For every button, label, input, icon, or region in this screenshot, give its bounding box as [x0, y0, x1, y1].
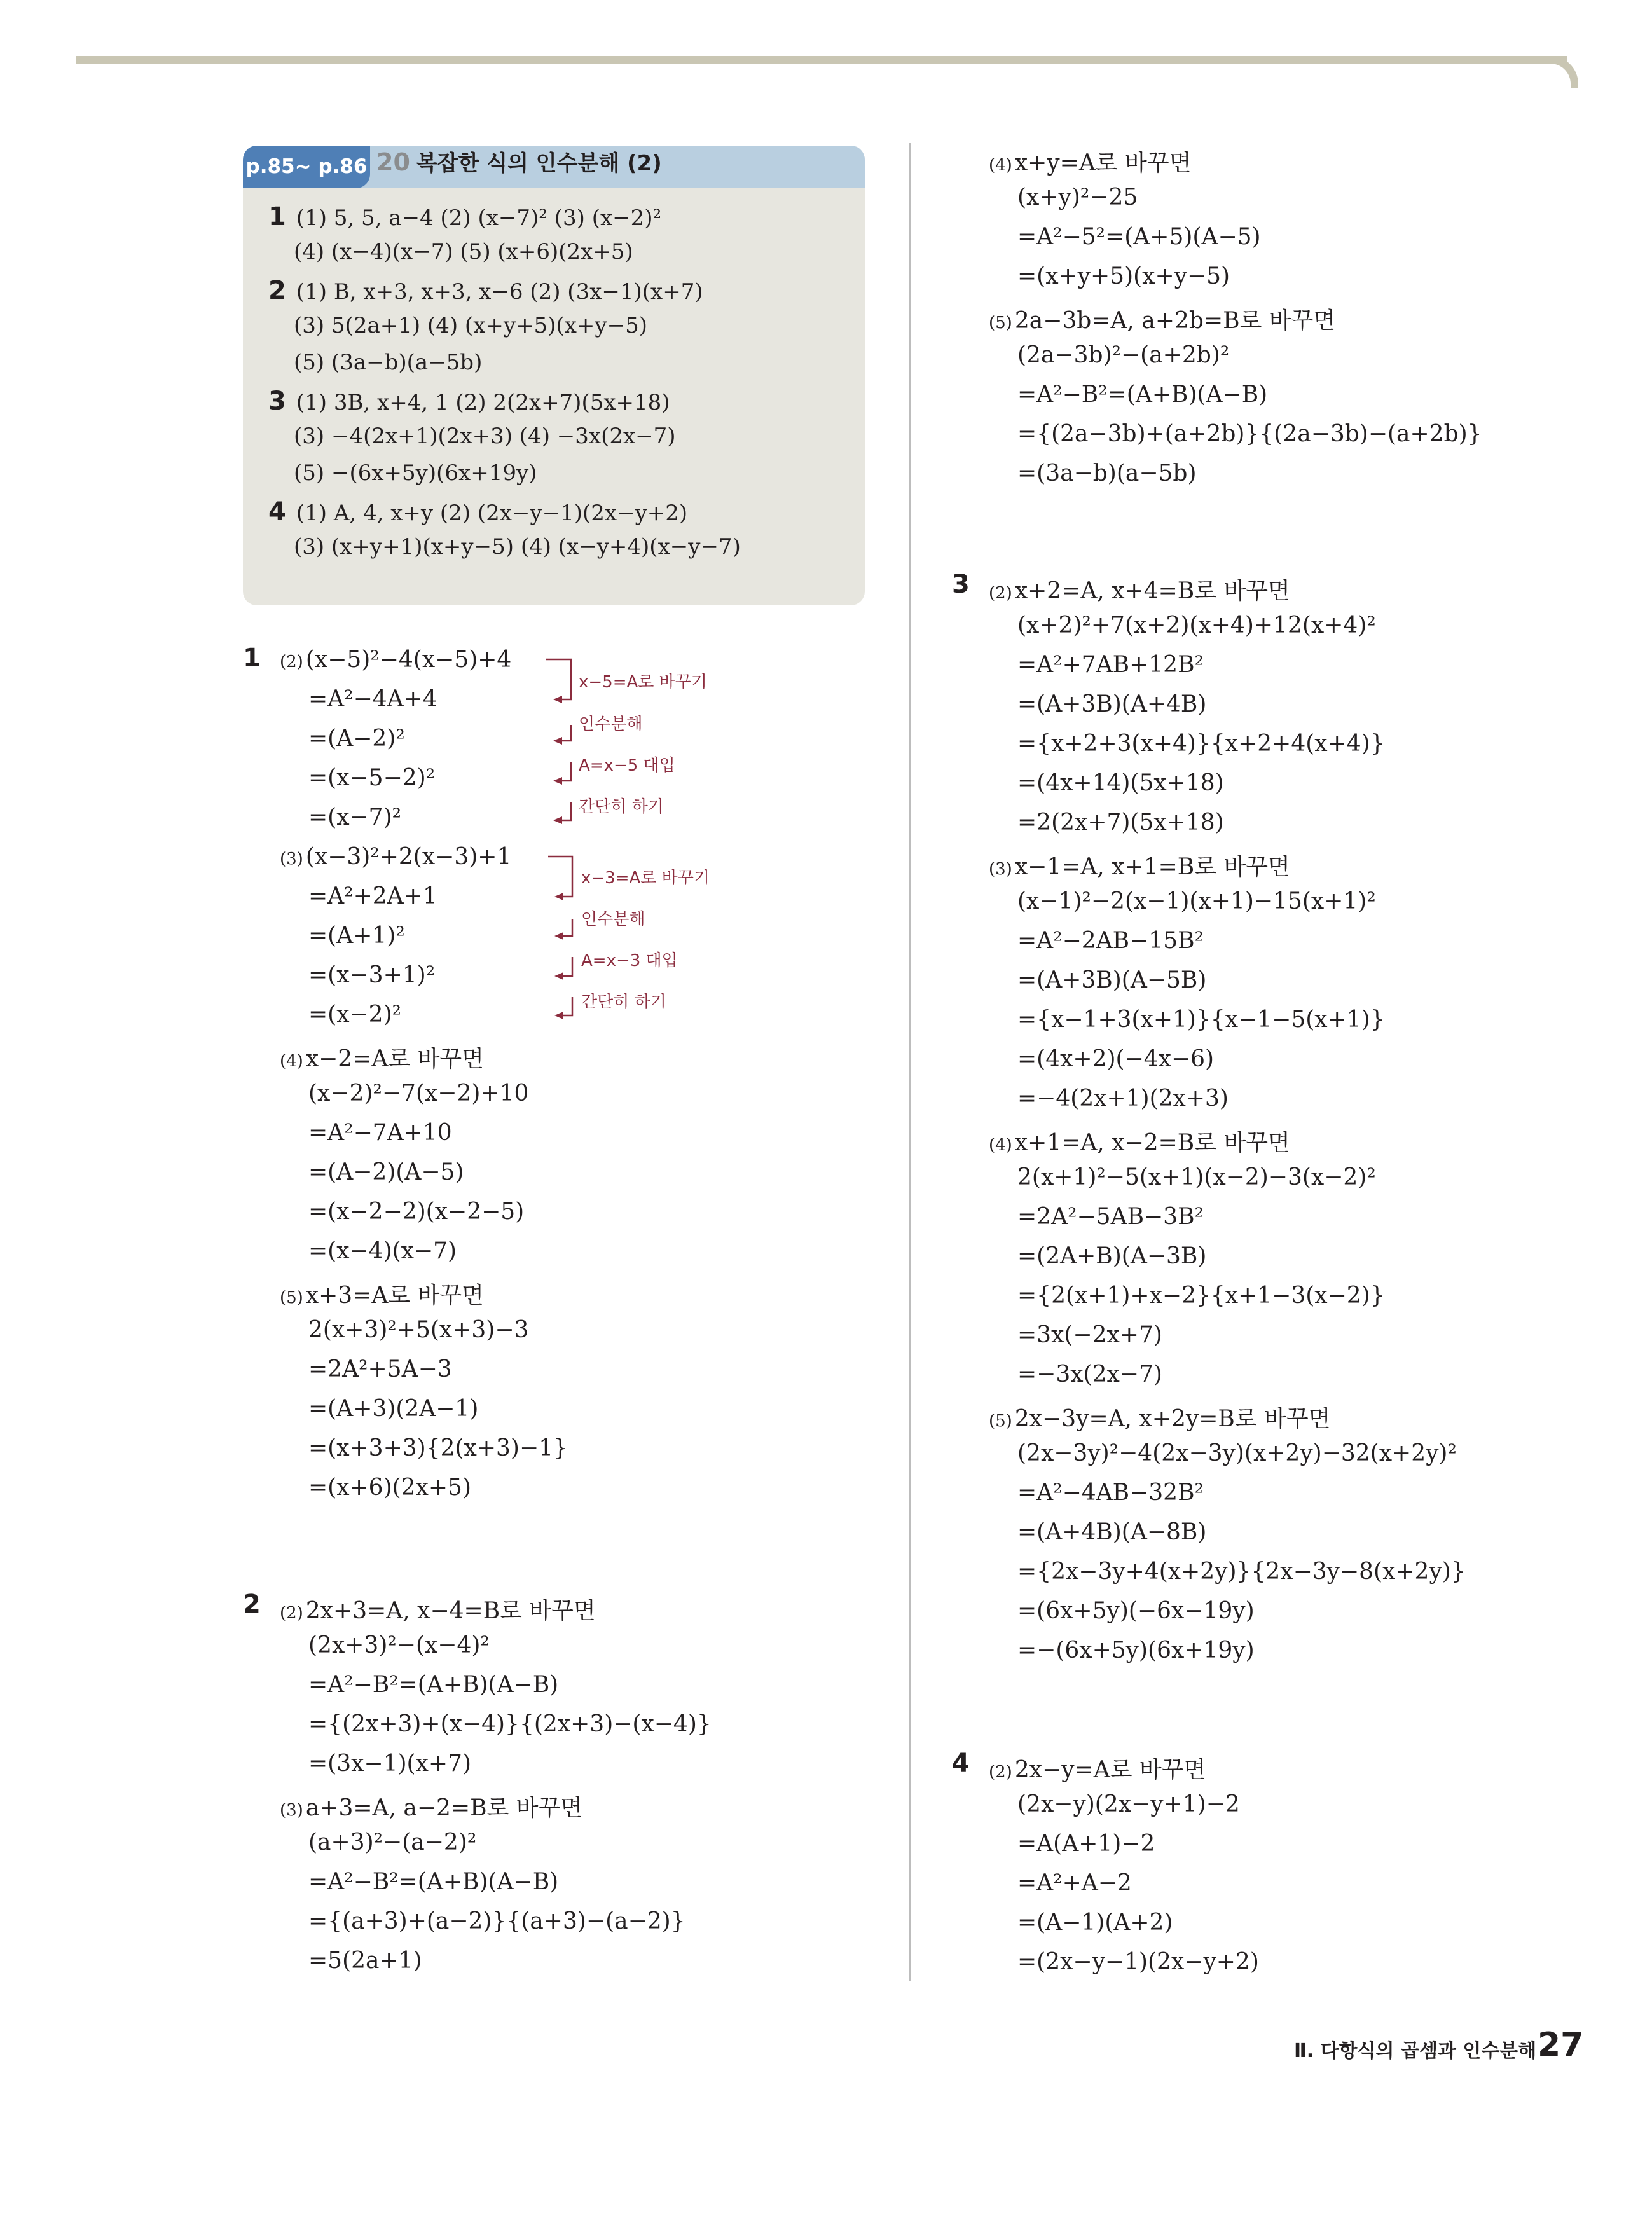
chapter-footer: Ⅱ. 다항식의 곱셈과 인수분해	[1294, 2040, 1537, 2062]
solution-line: (4) x+1=A, x−2=B로 바꾸면	[989, 1130, 1290, 1156]
solution-line: (a+3)²−(a−2)²	[308, 1829, 477, 1855]
page-range-badge: p.85~ p.86	[243, 146, 370, 188]
solution-line: =(x−7)²	[308, 804, 402, 830]
solution-line: =(x+y+5)(x+y−5)	[1017, 263, 1230, 289]
solution-line: =A²−B²=(A+B)(A−B)	[1017, 382, 1268, 408]
solution-line: ={2x−3y+4(x+2y)}{2x−3y−8(x+2y)}	[1017, 1559, 1466, 1585]
solution-line: =A²−B²=(A+B)(A−B)	[308, 1869, 559, 1895]
solution-line: (2) (x−5)²−4(x−5)+4	[280, 647, 512, 673]
step-note: x−5=A로 바꾸기	[579, 673, 708, 692]
solution-line: =A²+2A+1	[308, 883, 437, 909]
section-title-text: 복잡한 식의 인수분해 (2)	[416, 151, 662, 176]
step-note: A=x−3 대입	[581, 951, 678, 970]
solution-line: =(3x−1)(x+7)	[308, 1751, 471, 1777]
solution-line: =2(2x+7)(5x+18)	[1017, 809, 1224, 836]
solution-line: (x−2)²−7(x−2)+10	[308, 1080, 529, 1106]
solution-line: =2A²−5AB−3B²	[1017, 1204, 1204, 1230]
solution-line: =(A+1)²	[308, 923, 405, 949]
solution-line: (5) 2x−3y=A, x+2y=B로 바꾸면	[989, 1406, 1331, 1432]
solution-line: =(A−2)(A−5)	[308, 1159, 464, 1185]
solution-line: (2a−3b)²−(a+2b)²	[1017, 342, 1230, 368]
solution-line: ={(2x+3)+(x−4)}{(2x+3)−(x−4)}	[308, 1711, 712, 1737]
solution-line: =2A²+5A−3	[308, 1356, 452, 1382]
solution-line: =5(2a+1)	[308, 1948, 422, 1974]
summary-line: (3) 5(2a+1) (4) (x+y+5)(x+y−5)	[294, 313, 647, 338]
solution-line: 2(x+3)²+5(x+3)−3	[308, 1317, 529, 1343]
solution-line: (5) x+3=A로 바꾸면	[280, 1283, 484, 1309]
summary-line: (5) −(6x+5y)(6x+19y)	[294, 460, 537, 486]
solution-line: (2) 2x−y=A로 바꾸면	[989, 1757, 1206, 1783]
solution-line: (2x−y)(2x−y+1)−2	[1017, 1791, 1240, 1817]
solution-line: =A²−4AB−32B²	[1017, 1480, 1204, 1506]
solution-line: =(x+6)(2x+5)	[308, 1475, 471, 1501]
solution-line: =A²−7A+10	[308, 1120, 452, 1146]
solution-line: (x+y)²−25	[1017, 184, 1138, 210]
solution-line: =A²−4A+4	[308, 686, 437, 712]
solution-line: 2(x+1)²−5(x+1)(x−2)−3(x−2)²	[1017, 1164, 1376, 1190]
solution-line: ={x−1+3(x+1)}{x−1−5(x+1)}	[1017, 1007, 1385, 1033]
summary-line: (4) (x−4)(x−7) (5) (x+6)(2x+5)	[294, 239, 633, 265]
solution-line: ={2(x+1)+x−2}{x+1−3(x−2)}	[1017, 1283, 1385, 1309]
problem-number-2: 2	[243, 1590, 261, 1619]
solution-line: =(x−3+1)²	[308, 962, 436, 988]
solution-line: =A²+7AB+12B²	[1017, 652, 1204, 678]
solution-line: =3x(−2x+7)	[1017, 1322, 1162, 1348]
step-note: 간단히 하기	[581, 993, 666, 1012]
solution-line: (2) 2x+3=A, x−4=B로 바꾸면	[280, 1598, 596, 1624]
solution-line: ={x+2+3(x+4)}{x+2+4(x+4)}	[1017, 731, 1385, 757]
problem-number-3: 3	[952, 570, 970, 599]
solution-line: (x−1)²−2(x−1)(x+1)−15(x+1)²	[1017, 888, 1376, 914]
step-note: 인수분해	[579, 715, 643, 734]
solution-line: =(A−2)²	[308, 726, 405, 752]
solution-line: =(A+4B)(A−8B)	[1017, 1519, 1207, 1545]
summary-line: 1 (1) 5, 5, a−4 (2) (x−7)² (3) (x−2)²	[268, 202, 662, 231]
problem-number-1: 1	[243, 644, 261, 673]
summary-line: 4 (1) A, 4, x+y (2) (2x−y−1)(2x−y+2)	[268, 497, 688, 527]
step-note: A=x−5 대입	[579, 756, 675, 775]
summary-line: (3) −4(2x+1)(2x+3) (4) −3x(2x−7)	[294, 423, 676, 449]
solution-line: =A²+A−2	[1017, 1870, 1132, 1896]
solution-line: =(x−4)(x−7)	[308, 1238, 457, 1264]
solution-line: =A²−2AB−15B²	[1017, 928, 1204, 954]
solution-line: =A²−B²=(A+B)(A−B)	[308, 1672, 559, 1698]
summary-line: (3) (x+y+1)(x+y−5) (4) (x−y+4)(x−y−7)	[294, 534, 741, 560]
solution-line: =(4x+2)(−4x−6)	[1017, 1046, 1215, 1072]
solution-line: =A(A+1)−2	[1017, 1831, 1155, 1857]
solution-line: =−3x(2x−7)	[1017, 1361, 1162, 1387]
solution-line: =(A+3B)(A−5B)	[1017, 967, 1207, 993]
solution-line: =−4(2x+1)(2x+3)	[1017, 1085, 1229, 1112]
solution-line: (2x−3y)²−4(2x−3y)(x+2y)−32(x+2y)²	[1017, 1440, 1457, 1466]
solution-line: =A²−5²=(A+5)(A−5)	[1017, 224, 1261, 250]
solution-line: =(x−5−2)²	[308, 765, 436, 791]
summary-line: 2 (1) B, x+3, x+3, x−6 (2) (3x−1)(x+7)	[268, 276, 703, 305]
solution-line: =(2x−y−1)(2x−y+2)	[1017, 1949, 1259, 1975]
solution-line: (3) x−1=A, x+1=B로 바꾸면	[989, 854, 1290, 880]
solution-line: ={(2a−3b)+(a+2b)}{(2a−3b)−(a+2b)}	[1017, 421, 1482, 447]
summary-line: 3 (1) 3B, x+4, 1 (2) 2(2x+7)(5x+18)	[268, 387, 670, 416]
summary-line: (5) (3a−b)(a−5b)	[294, 350, 483, 375]
step-note: 간단히 하기	[579, 797, 664, 816]
solution-line: =(x−2)²	[308, 1001, 402, 1028]
solution-line: ={(a+3)+(a−2)}{(a+3)−(a−2)}	[308, 1908, 685, 1934]
solution-line: =(A+3)(2A−1)	[308, 1396, 479, 1422]
page-number: 27	[1538, 2026, 1584, 2064]
step-note: 인수분해	[581, 910, 645, 929]
solution-line: =(2A+B)(A−3B)	[1017, 1243, 1207, 1269]
solution-line: =(6x+5y)(−6x−19y)	[1017, 1598, 1255, 1624]
step-note: x−3=A로 바꾸기	[581, 869, 710, 888]
solution-line: (2x+3)²−(x−4)²	[308, 1632, 490, 1658]
section-number: 20	[376, 148, 410, 176]
solution-line: =−(6x+5y)(6x+19y)	[1017, 1637, 1255, 1663]
solution-line: (5) 2a−3b=A, a+2b=B로 바꾸면	[989, 308, 1336, 334]
solution-line: =(x+3+3){2(x+3)−1}	[308, 1435, 568, 1461]
problem-number-4: 4	[952, 1749, 970, 1778]
solution-line: =(3a−b)(a−5b)	[1017, 460, 1197, 486]
solution-line: =(x−2−2)(x−2−5)	[308, 1199, 525, 1225]
solution-line: (x+2)²+7(x+2)(x+4)+12(x+4)²	[1017, 612, 1376, 638]
solution-line: (2) x+2=A, x+4=B로 바꾸면	[989, 578, 1290, 604]
solution-line: =(4x+14)(5x+18)	[1017, 770, 1224, 796]
solution-line: (4) x+y=A로 바꾸면	[989, 150, 1192, 176]
solution-line: (3) a+3=A, a−2=B로 바꾸면	[280, 1795, 583, 1821]
solution-line: =(A−1)(A+2)	[1017, 1910, 1173, 1936]
solution-line: (3) (x−3)²+2(x−3)+1	[280, 844, 512, 870]
solution-line: (4) x−2=A로 바꾸면	[280, 1046, 484, 1072]
solution-line: =(A+3B)(A+4B)	[1017, 691, 1207, 717]
